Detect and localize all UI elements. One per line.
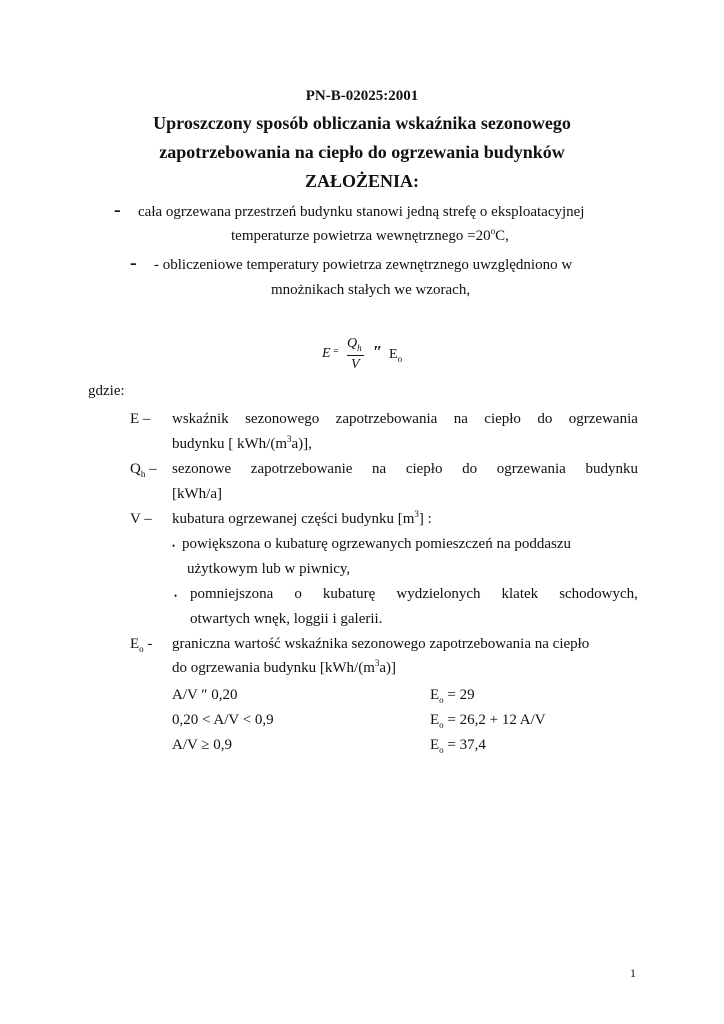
assumption-2-line-2: mnożnikach stałych we wzorach, [271,282,471,298]
def-E-line-1: wskaźnik sezonowego zapotrzebowania na ciepło do ogrzewania [172,411,638,427]
formula-rhs: $E_o$ [389,347,403,364]
bullet-1-line-1: powiększona o kubaturę ogrzewanych pomieszczeń na poddaszu [182,536,572,552]
bullet-1-icon: • [172,541,176,551]
where-label: gdzie: [88,383,125,399]
def-Qh-symbol: $Q_h$ – [130,461,157,479]
limit-row-1-value: $E_o = 29$ [430,687,475,705]
page-number: 1 [630,966,636,980]
formula-numerator: $Q_h$ [347,336,362,353]
standard-number: PN-B-02025:2001 [305,88,419,104]
assumption-1-line-2: temperaturze powietrza wewnętrznego $=20^oC$, [231,226,509,244]
title-line-2: zapotrzebowania na ciepło do ogrzewania budynków [159,142,565,162]
limit-row-2-value: $E_o = 26,2 + 12$ A/V [430,712,546,730]
def-Eo-line-2: do ogrzewania budynku $[kWh/(m^3a)]$ [172,658,397,676]
formula-relation: ″ [373,342,383,361]
formula-equals: = [333,346,339,357]
fraction-bar [347,355,364,356]
def-Qh-line-1: sezonowe zapotrzebowanie na ciepło do ogrzewania budynku [172,461,638,477]
def-Eo-line-1: graniczna wartość wskaźnika sezonowego zapotrzebowania na ciepło [172,636,590,652]
limit-row-3-condition: A/V ≥ 0,9 [172,737,233,753]
limit-row-3-value: $E_o = 37,4$ [430,737,486,755]
bullet-2-line-1: pomniejszona o kubaturę wydzielonych klatek schodowych, [190,586,638,602]
assumption-1-dash: - [114,199,121,221]
limit-row-1-condition: A/V ″ 0,20 [172,687,238,703]
assumption-1-line-1: cała ogrzewana przestrzeń budynku stanowi jedną strefę o eksploatacyjnej [138,204,585,220]
formula-denominator: V [351,357,360,372]
assumption-2-line-1: - obliczeniowe temperatury powietrza zewnętrznego uwzględniono w [154,257,573,273]
bullet-1-line-2: użytkowym lub w piwnicy, [187,561,351,577]
def-E-line-2: budynku [ kWh/$(m^3a)$], [172,434,312,452]
def-E-symbol: E – [130,411,151,427]
bullet-2-line-2: otwartych wnęk, loggii i galerii. [190,611,383,627]
def-Qh-line-2: [kWh/a] [172,486,222,502]
def-V-symbol: V – [130,511,152,527]
formula-lhs: E [322,346,331,361]
bullet-2-icon: • [174,591,178,601]
def-Eo-symbol: $E_o$ - [130,636,153,654]
def-V-line-1: kubatura ogrzewanej części budynku $[m^3]$ : [172,509,432,527]
limit-row-2-condition: 0,20 < A/V < 0,9 [172,712,274,728]
title-line-1: Uproszczony sposób obliczania wskaźnika sezonowego [153,113,571,133]
section-heading: ZAŁOŻENIA: [304,171,420,191]
assumption-2-dash: - [130,252,137,274]
